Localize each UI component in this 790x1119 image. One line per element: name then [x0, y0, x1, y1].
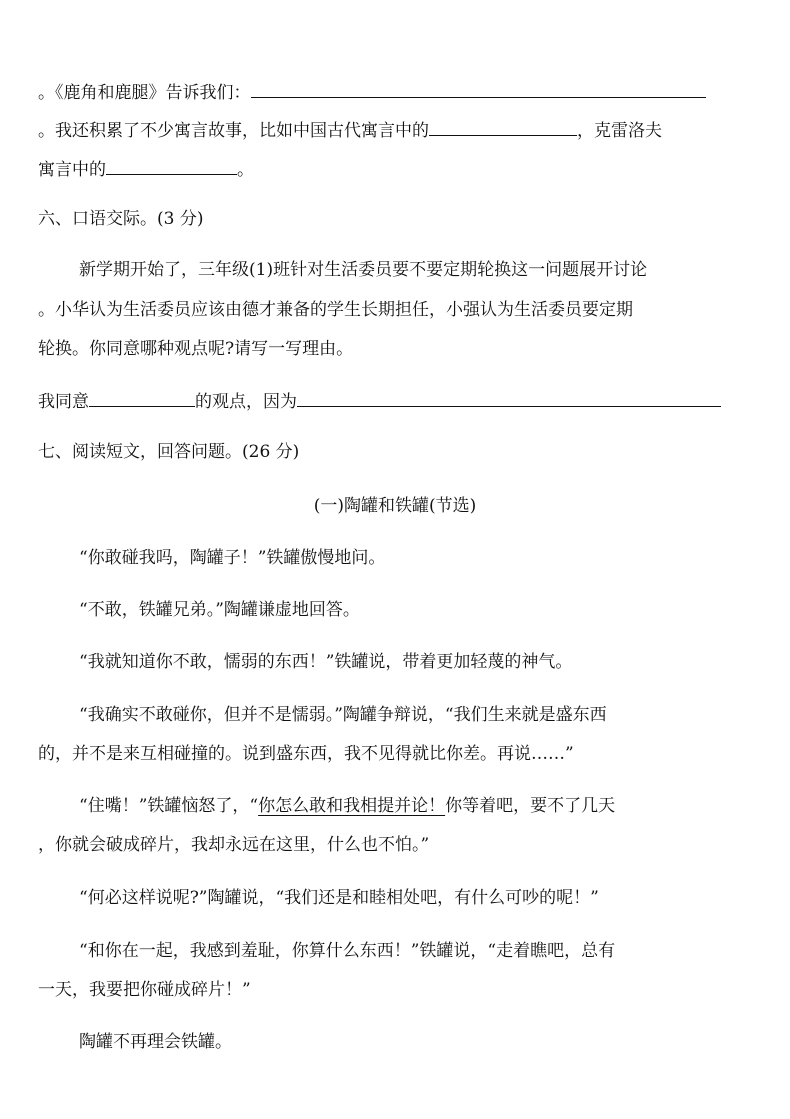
text-line [38, 79, 706, 103]
lesson-text: ，克雷洛夫 [577, 121, 662, 141]
lesson-text: 。《鹿角和鹿腿》告诉我们： [38, 83, 251, 103]
answer-blank[interactable] [297, 388, 721, 407]
passage-paragraph: “不敢，铁罐兄弟。”陶罐谦虚地回答。 [79, 600, 360, 620]
section-heading: 六、口语交际。(3 分) [38, 209, 204, 229]
answer-prompt: 我同意 [38, 392, 89, 412]
passage-paragraph: ，你就会破成碎片，我却永远在这里，什么也不怕。” [38, 835, 430, 855]
passage-paragraph: “我确实不敢碰你，但并不是懦弱。”陶罐争辩说，“我们生来就是盛东西 [79, 705, 607, 725]
paragraph-line: 轮换。你同意哪种观点呢?请写一写理由。 [38, 339, 354, 359]
passage-paragraph: “和你在一起，我感到羞耻，你算什么东西！”铁罐说，“走着瞧吧，总有 [79, 941, 616, 961]
passage-paragraph: “你敢碰我吗，陶罐子！”铁罐傲慢地问。 [79, 548, 386, 568]
passage-paragraph [79, 794, 615, 818]
passage-paragraph: 一天，我要把你碰成碎片！” [38, 980, 251, 1000]
passage-paragraph: 陶罐不再理会铁罐。 [79, 1032, 232, 1052]
passage-paragraph: “何必这样说呢?”陶罐说，“我们还是和睦相处吧，有什么可吵的呢！” [79, 888, 599, 908]
passage-title: (一)陶罐和铁罐(节选) [313, 496, 477, 516]
passage-text: “住嘴！”铁罐恼怒了，“ [79, 796, 259, 816]
paragraph-line: 。小华认为生活委员应该由德才兼备的学生长期担任，小强认为生活委员要定期 [38, 300, 633, 320]
lesson-text: 。我还积累了不少寓言故事，比如中国古代寓言中的 [38, 121, 429, 141]
answer-blank[interactable] [429, 117, 577, 136]
passage-text: 你等着吧，要不了几天 [445, 796, 616, 816]
lesson-text: 寓言中的 [38, 160, 106, 180]
answer-prompt: 的观点，因为 [195, 392, 297, 412]
passage-paragraph: “我就知道你不敢，懦弱的东西！”铁罐说，带着更加轻蔑的神气。 [79, 652, 573, 672]
paragraph-line: 新学期开始了，三年级(1)班针对生活委员要不要定期轮换这一问题展开讨论 [79, 260, 648, 280]
text-line [38, 117, 662, 141]
answer-line [38, 388, 721, 412]
section-heading: 七、阅读短文，回答问题。(26 分) [38, 442, 300, 462]
passage-paragraph: 的，并不是来互相碰撞的。说到盛东西，我不见得就比你差。再说……” [38, 744, 574, 764]
answer-blank[interactable] [106, 156, 237, 175]
lesson-text: 。 [237, 160, 254, 180]
text-line [38, 156, 254, 180]
answer-blank[interactable] [89, 388, 195, 407]
underlined-sentence: 你怎么敢和我相提并论！ [258, 796, 446, 816]
answer-blank[interactable] [251, 79, 706, 98]
